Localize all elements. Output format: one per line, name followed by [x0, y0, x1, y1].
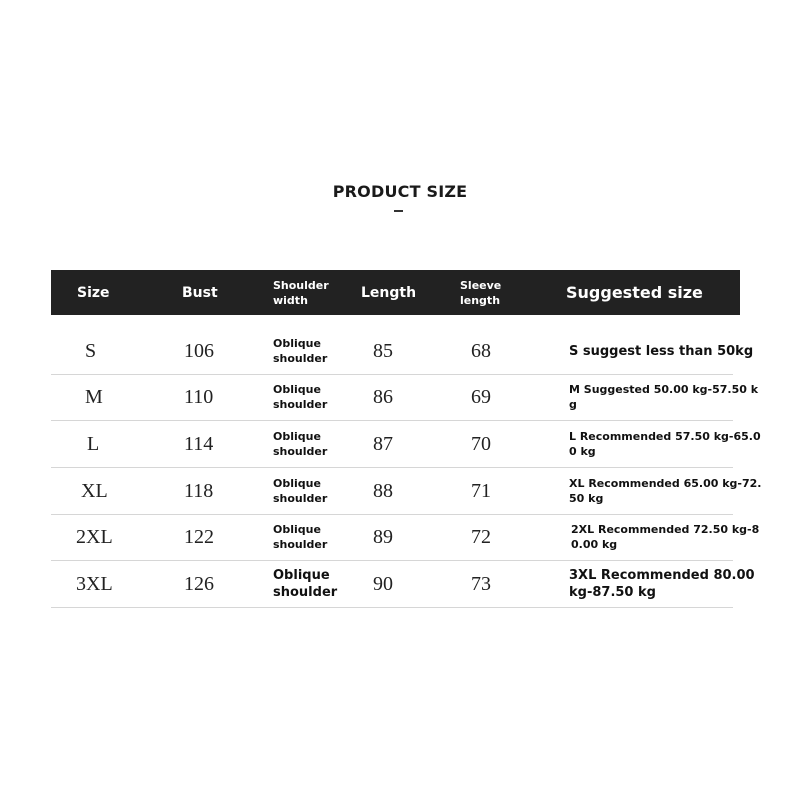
- cell-bust: 106: [184, 339, 214, 362]
- header-bust: Bust: [182, 284, 218, 301]
- cell-size: 3XL: [76, 572, 113, 595]
- title-divider: [394, 210, 403, 212]
- cell-suggested: XL Recommended 65.00 kg-72.50 kg: [569, 477, 762, 505]
- cell-suggested: 2XL Recommended 72.50 kg-80.00 kg: [571, 523, 760, 551]
- cell-length: 87: [373, 432, 393, 455]
- table-header: [51, 270, 740, 315]
- table-row: [51, 514, 760, 561]
- cell-bust: 126: [184, 572, 214, 595]
- cell-size: L: [87, 432, 100, 455]
- cell-suggested: 3XL Recommended 80.00 kg-87.50 kg: [569, 568, 755, 600]
- cell-sleeve: 72: [471, 525, 491, 548]
- cell-shoulder: Oblique shoulder: [273, 523, 328, 551]
- cell-length: 88: [373, 479, 393, 502]
- cell-sleeve: 70: [471, 432, 491, 455]
- cell-sleeve: 68: [471, 339, 491, 362]
- cell-bust: 110: [184, 385, 214, 408]
- header-length: Length: [361, 284, 417, 301]
- cell-size: M: [85, 385, 103, 408]
- cell-sleeve: 71: [471, 479, 491, 502]
- cell-bust: 122: [184, 525, 214, 548]
- cell-size: XL: [81, 479, 108, 502]
- cell-shoulder: Oblique shoulder: [273, 477, 328, 505]
- cell-shoulder: Oblique shoulder: [273, 337, 328, 365]
- cell-suggested: M Suggested 50.00 kg-57.50 kg: [569, 383, 759, 411]
- table-row: [51, 468, 762, 515]
- page-title: PRODUCT SIZE: [332, 182, 468, 201]
- table-row: [51, 561, 755, 608]
- cell-length: 85: [373, 339, 393, 362]
- cell-length: 86: [373, 385, 393, 408]
- header-suggested-size: Suggested size: [566, 283, 703, 302]
- cell-sleeve: 73: [471, 572, 491, 595]
- cell-length: 90: [373, 572, 393, 595]
- cell-shoulder: Oblique shoulder: [273, 430, 328, 458]
- header-shoulder-width: Shoulder width: [273, 278, 329, 307]
- cell-length: 89: [373, 525, 393, 548]
- cell-shoulder: Oblique shoulder: [273, 383, 328, 411]
- header-size: Size: [77, 284, 110, 301]
- table-row: [51, 421, 761, 468]
- cell-bust: 118: [184, 479, 214, 502]
- cell-size: S: [85, 339, 97, 362]
- header-sleeve-length: Sleeve length: [460, 278, 502, 307]
- cell-sleeve: 69: [471, 385, 491, 408]
- cell-size: 2XL: [76, 525, 113, 548]
- cell-bust: 114: [184, 432, 214, 455]
- cell-suggested: L Recommended 57.50 kg-65.00 kg: [569, 430, 761, 458]
- cell-shoulder: Oblique shoulder: [273, 568, 338, 600]
- table-row: [51, 374, 759, 421]
- table-row: [51, 328, 754, 375]
- cell-suggested: S suggest less than 50kg: [569, 343, 754, 359]
